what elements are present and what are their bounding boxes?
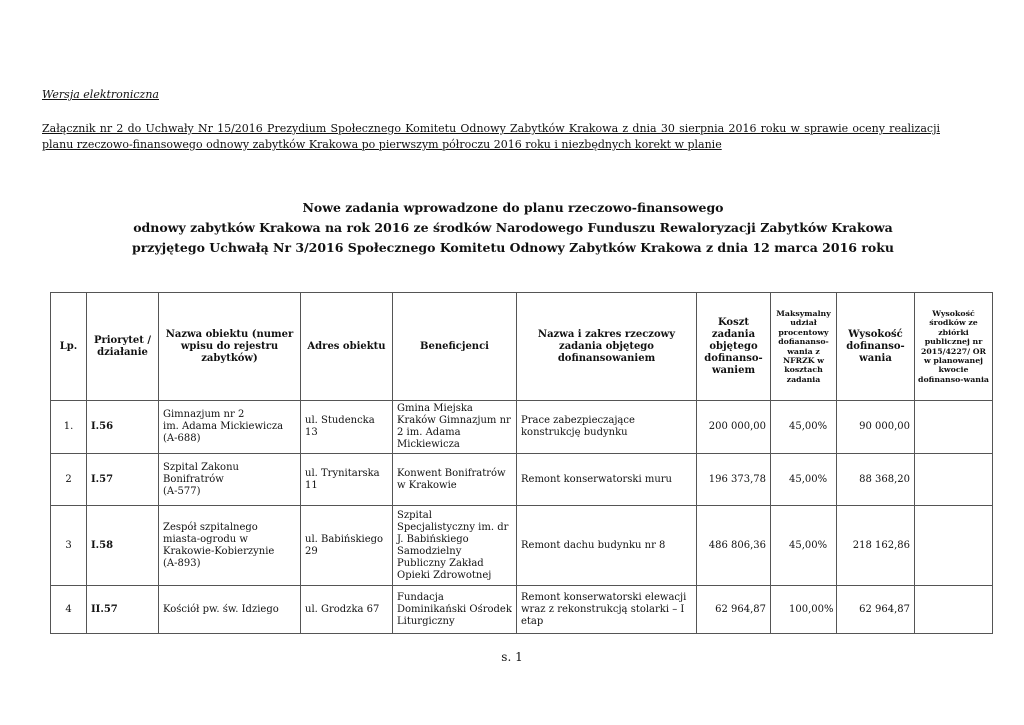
cell-cost: 200 000,00	[697, 401, 771, 454]
cell-address: ul. Babińskiego 29	[301, 506, 393, 586]
cell-beneficiary: Gmina Miejska Kraków Gimnazjum nr 2 im. Adama Mickiewicza	[393, 401, 517, 454]
cell-funding: 88 368,20	[837, 454, 915, 506]
cell-object-name	[159, 454, 301, 506]
title-line-2: odnowy zabytków Krakowa na rok 2016 ze środków Narodowego Funduszu Rewaloryzacji Zabytków Krakowa	[133, 220, 893, 235]
cell-lp: 4	[51, 586, 87, 634]
cell-priority: I.58	[87, 506, 159, 586]
object-name-text: Szpital Zakonu Bonifratrów (A-577)	[163, 461, 239, 497]
cell-priority: I.56	[87, 401, 159, 454]
cell-object-name	[159, 401, 301, 454]
cell-object-name	[159, 586, 301, 634]
cell-share: 100,00%	[771, 586, 837, 634]
cell-beneficiary: Fundacja Dominikański Ośrodek Liturgiczny	[393, 586, 517, 634]
cell-collection	[915, 506, 993, 586]
cell-collection	[915, 454, 993, 506]
header-funding: Wysokość dofinanso-wania	[837, 293, 915, 401]
cell-share: 45,00%	[771, 454, 837, 506]
cell-task: Remont konserwatorski elewacji wraz z rekonstrukcją stolarki – I etap	[517, 586, 697, 634]
cell-task: Remont dachu budynku nr 8	[517, 506, 697, 586]
header-public-collection: Wysokość środków ze zbiórki publicznej nr 2015/4227/ OR w planowanej kwocie dofinanso-wania	[915, 293, 993, 401]
cell-beneficiary: Szpital Specjalistyczny im. dr J. Babińskiego Samodzielny Publiczny Zakład Opieki Zdrowotnej	[393, 506, 517, 586]
table-header-row	[51, 293, 993, 401]
version-label: Wersja elektroniczna	[42, 88, 159, 101]
document-title	[40, 198, 986, 258]
cell-address: ul. Grodzka 67	[301, 586, 393, 634]
page-number: s. 1	[501, 650, 523, 664]
tasks-table	[50, 292, 993, 634]
table-row	[51, 401, 993, 454]
cell-lp: 2	[51, 454, 87, 506]
cell-priority: II.57	[87, 586, 159, 634]
cell-cost: 486 806,36	[697, 506, 771, 586]
cell-cost: 62 964,87	[697, 586, 771, 634]
header-priority: Priorytet / działanie	[87, 293, 159, 401]
cell-address: ul. Studencka 13	[301, 401, 393, 454]
table-row	[51, 506, 993, 586]
cell-funding: 218 162,86	[837, 506, 915, 586]
cell-funding: 62 964,87	[837, 586, 915, 634]
header-beneficiaries: Beneficjenci	[393, 293, 517, 401]
cell-collection	[915, 586, 993, 634]
cell-address: ul. Trynitarska 11	[301, 454, 393, 506]
cell-object-name	[159, 506, 301, 586]
cell-beneficiary: Konwent Bonifratrów w Krakowie	[393, 454, 517, 506]
table-row	[51, 586, 993, 634]
table-row	[51, 454, 993, 506]
annex-reference: Załącznik nr 2 do Uchwały Nr 15/2016 Prezydium Społecznego Komitetu Odnowy Zabytków Krakowa z dnia 30 sierpnia 2016 roku w sprawie oceny realizacji planu rzeczowo-finansowego odnowy zabytków Krakowa po pierwszym półroczu 2016 roku i niezbędnych korekt w planie	[42, 122, 940, 151]
cell-share: 45,00%	[771, 401, 837, 454]
header-lp: Lp.	[51, 293, 87, 401]
object-name-text: Kościół pw. św. Idziego	[163, 603, 279, 615]
title-line-3: przyjętego Uchwałą Nr 3/2016 Społecznego Komitetu Odnowy Zabytków Krakowa z dnia 12 marca 2016 roku	[131, 240, 894, 255]
header-address: Adres obiektu	[301, 293, 393, 401]
header-max-share: Maksymalny udział procentowy dofianansо-wania z NFRZK w kosztach zadania	[771, 293, 837, 401]
cell-lp: 1.	[51, 401, 87, 454]
cell-task: Remont konserwatorski muru	[517, 454, 697, 506]
cell-priority: I.57	[87, 454, 159, 506]
cell-task: Prace zabezpieczające konstrukcję budynku	[517, 401, 697, 454]
header-cost: Koszt zadania objętego dofinanso-waniem	[697, 293, 771, 401]
cell-share: 45,00%	[771, 506, 837, 586]
cell-funding: 90 000,00	[837, 401, 915, 454]
object-name-text: Gimnazjum nr 2 im. Adama Mickiewicza (A-688)	[163, 409, 284, 444]
header-object-name: Nazwa obiektu (numer wpisu do rejestru zabytków)	[159, 293, 301, 401]
cell-collection	[915, 401, 993, 454]
cell-lp: 3	[51, 506, 87, 586]
cell-cost: 196 373,78	[697, 454, 771, 506]
object-name-text: Zespół szpitalnego miasta-ogrodu w Krakowie-Kobierzynie (A-893)	[163, 521, 275, 569]
title-line-1: Nowe zadania wprowadzone do planu rzeczowo-finansowego	[302, 200, 724, 215]
header-task: Nazwa i zakres rzeczowy zadania objętego dofinansowaniem	[517, 293, 697, 401]
